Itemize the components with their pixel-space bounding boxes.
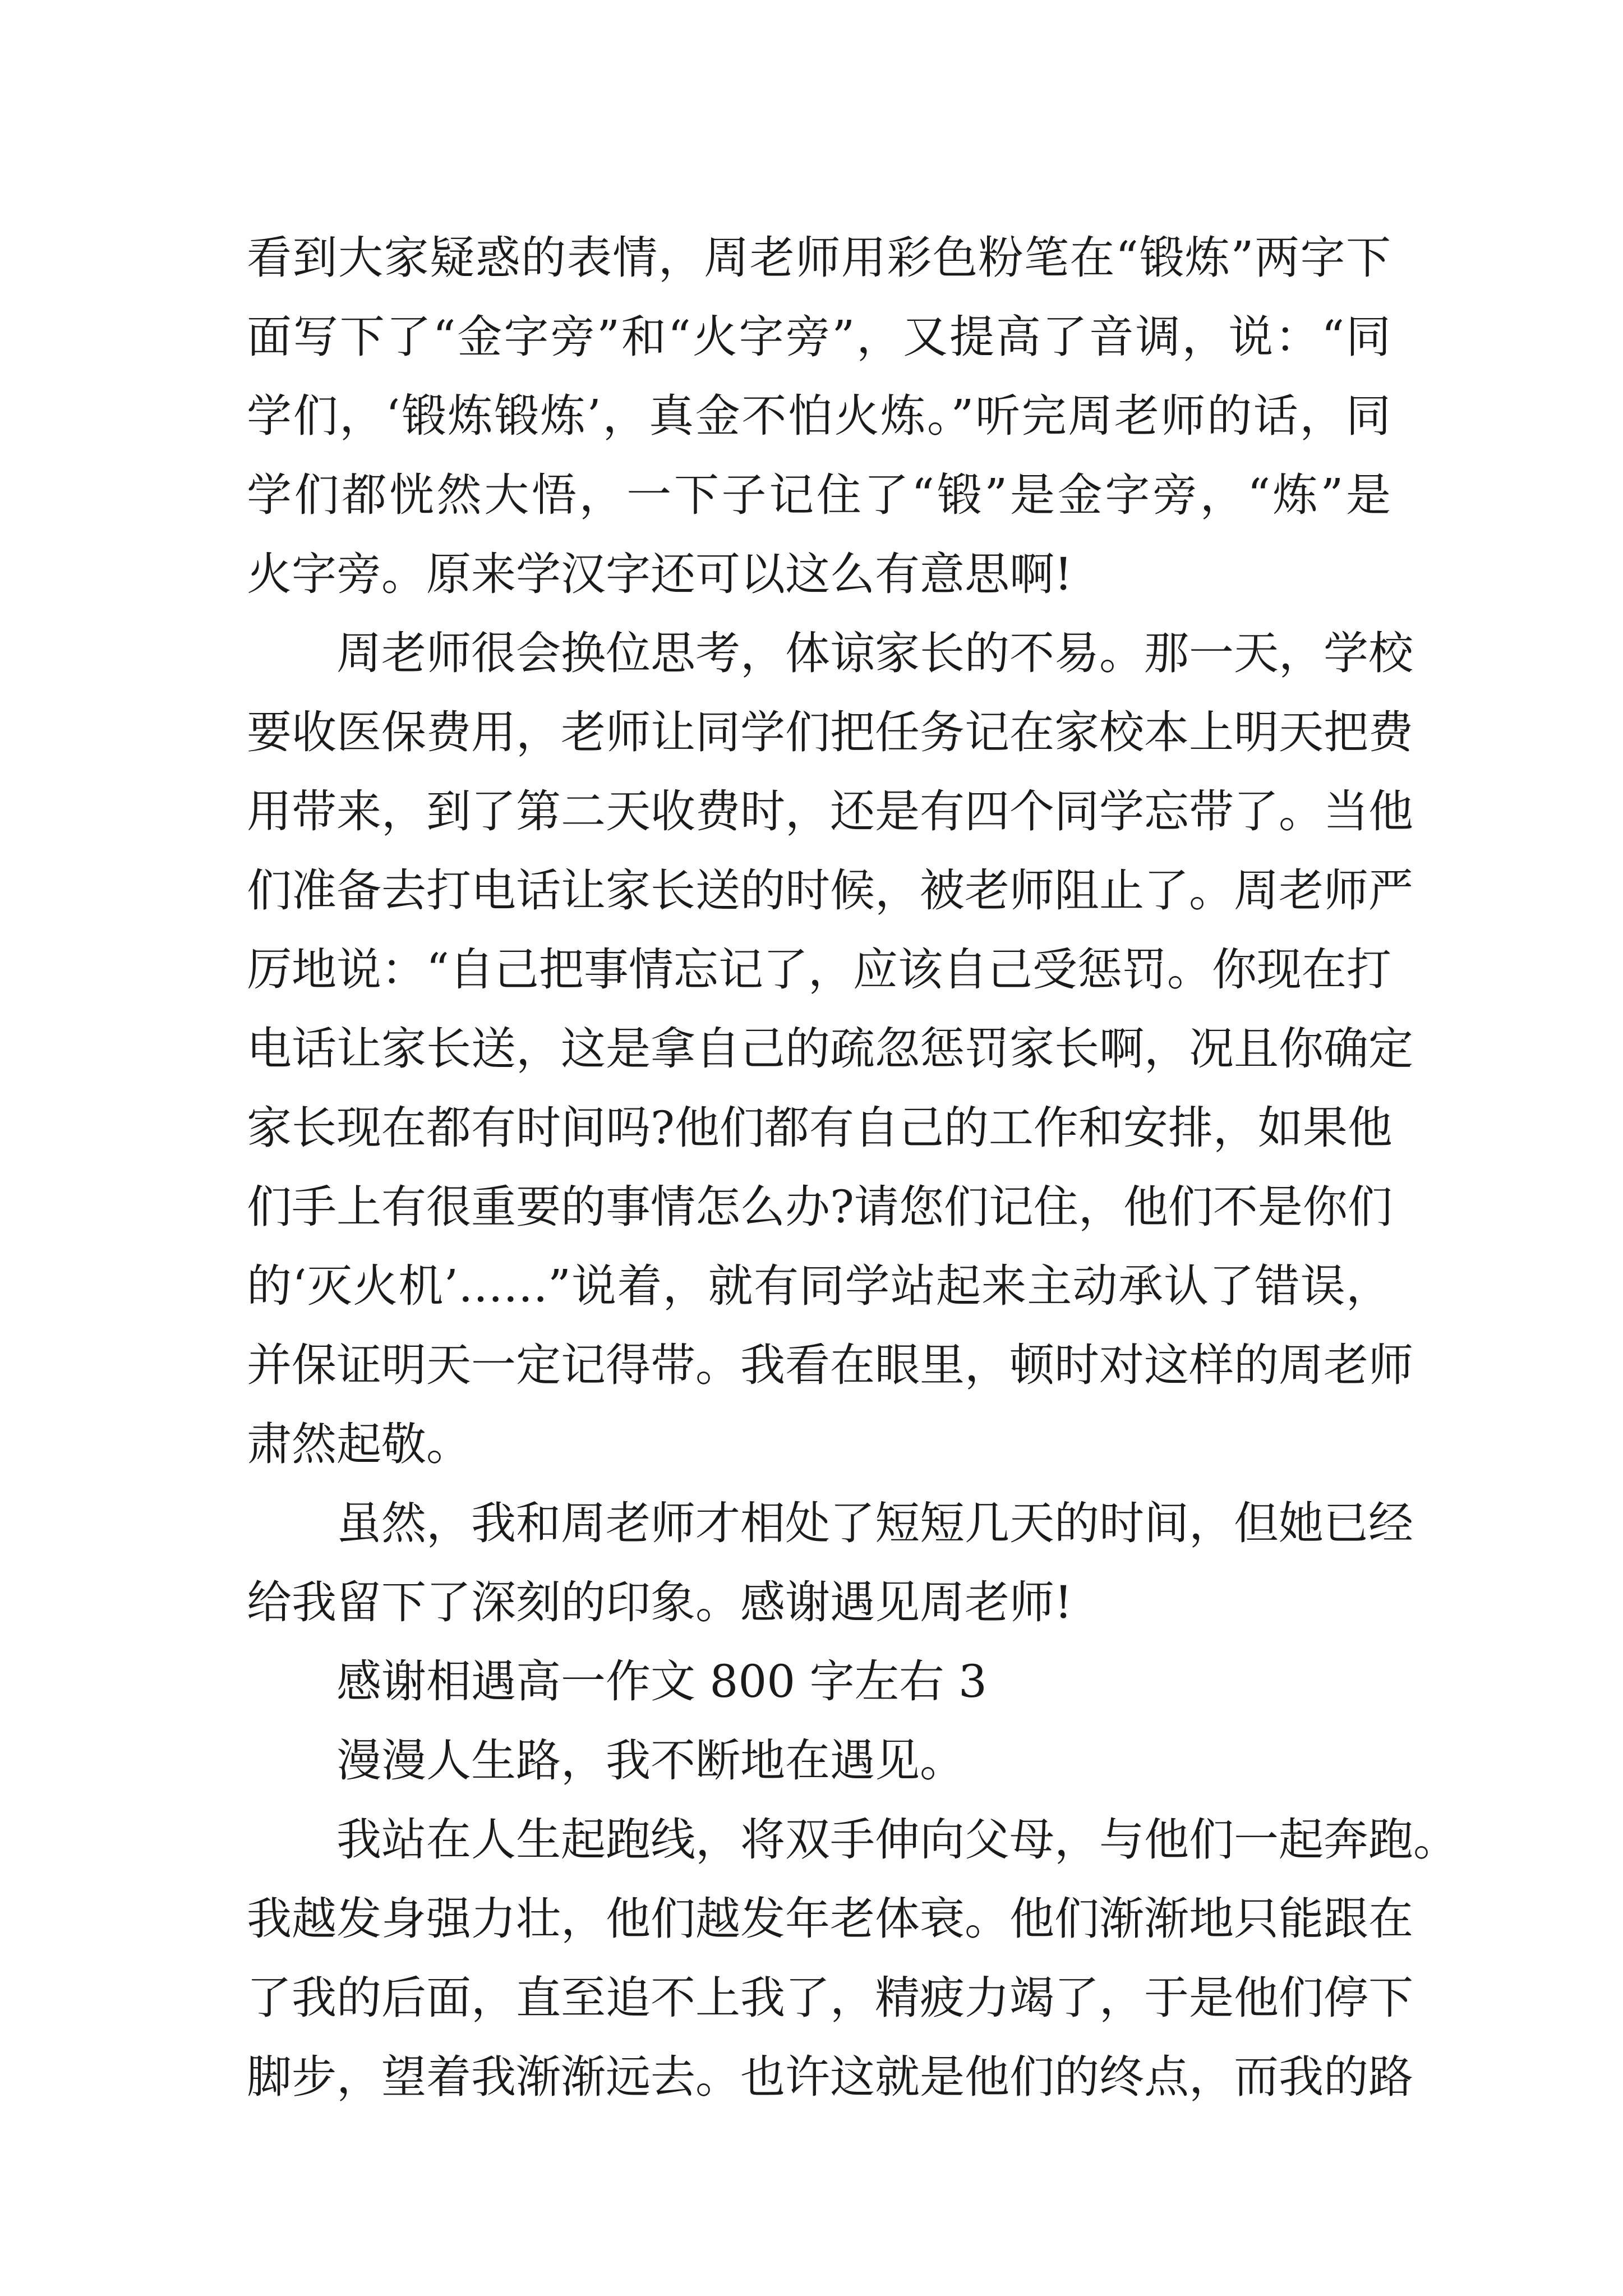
text-line: 给我留下了深刻的印象。感谢遇见周老师! (247, 1576, 1073, 1628)
text-line: 电话让家长送，这是拿自己的疏忽惩罚家长啊，况且你确定 (247, 1023, 1413, 1075)
text-line: 火字旁。原来学汉字还可以这么有意思啊! (247, 548, 1073, 600)
text-line: 我越发身强力壮，他们越发年老体衰。他们渐渐地只能跟在 (247, 1893, 1413, 1945)
text-line: 看到大家疑惑的表情，周老师用彩色粉笔在“锻炼”两字下 (247, 232, 1391, 284)
text-line: 脚步，望着我渐渐远去。也许这就是他们的终点，而我的路 (247, 2051, 1413, 2103)
text-line: 用带来，到了第二天收费时，还是有四个同学忘带了。当他 (247, 785, 1413, 838)
text-line: 并保证明天一定记得带。我看在眼里，顿时对这样的周老师 (247, 1339, 1413, 1391)
text-line: 学们，‘锻炼锻炼’，真金不怕火炼。”听完周老师的话，同 (247, 390, 1391, 442)
text-line: 的‘灭火机’……”说着，就有同学站起来主动承认了错误， (247, 1260, 1391, 1312)
text-line: 肃然起敬。 (247, 1418, 471, 1470)
paragraph-first-line: 我站在人生起跑线，将双手伸向父母，与他们一起奔跑。 (336, 1814, 1458, 1866)
text-line: 们准备去打电话让家长送的时候，被老师阻止了。周老师严 (247, 864, 1413, 917)
text-line: 们手上有很重要的事情怎么办?请您们记住，他们不是你们 (247, 1181, 1393, 1233)
text-line: 了我的后面，直至追不上我了，精疲力竭了，于是他们停下 (247, 1972, 1413, 2024)
paragraph-first-line: 漫漫人生路，我不断地在遇见。 (336, 1734, 965, 1787)
text-line: 家长现在都有时间吗?他们都有自己的工作和安排，如果他 (247, 1102, 1393, 1154)
section-heading: 感谢相遇高一作文 800 字左右 3 (336, 1655, 987, 1708)
text-line: 面写下了“金字旁”和“火字旁”，又提高了音调，说：“同 (247, 311, 1391, 363)
paragraph-first-line: 虽然，我和周老师才相处了短短几天的时间，但她已经 (336, 1497, 1413, 1549)
text-line: 学们都恍然大悟，一下子记住了“锻”是金字旁，“炼”是 (247, 469, 1391, 521)
text-line: 要收医保费用，老师让同学们把任务记在家校本上明天把费 (247, 706, 1413, 758)
paragraph-first-line: 周老师很会换位思考，体谅家长的不易。那一天，学校 (336, 627, 1413, 679)
text-line: 厉地说：“自己把事情忘记了，应该自己受惩罚。你现在打 (247, 944, 1391, 996)
